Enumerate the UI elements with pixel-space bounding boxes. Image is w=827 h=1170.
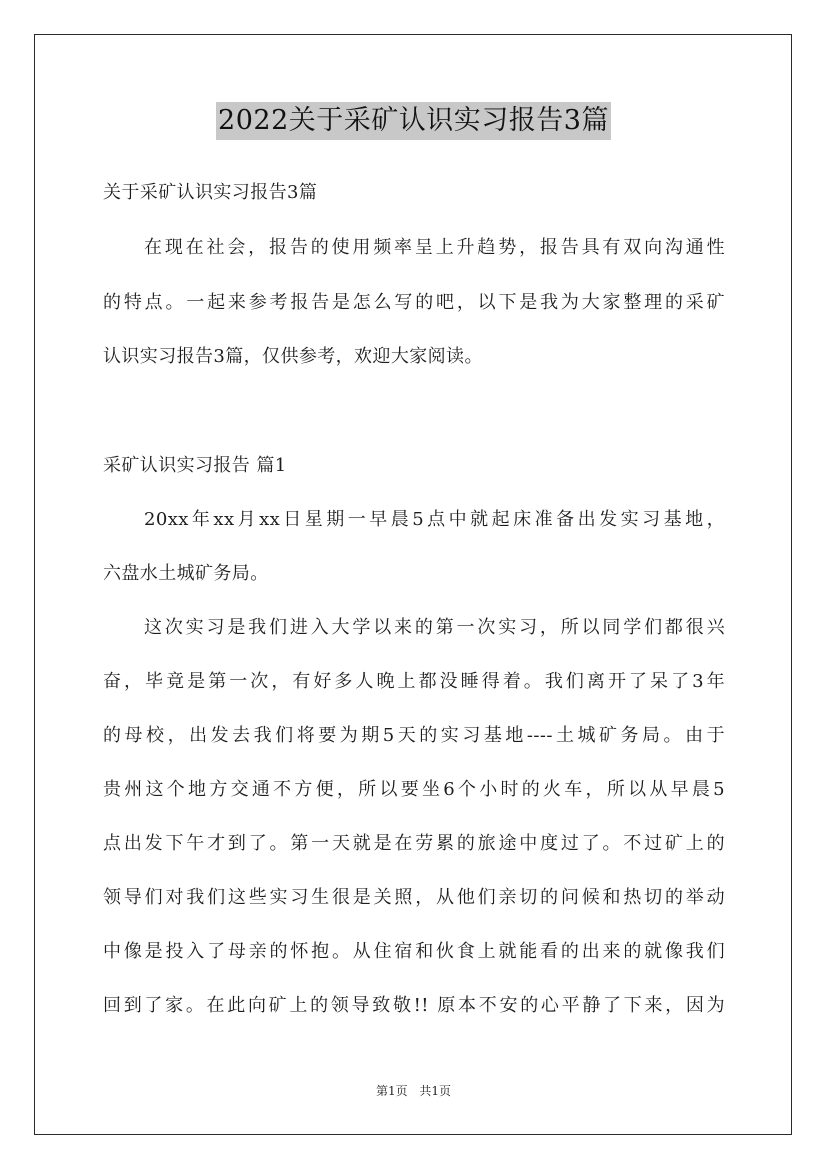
page-number: 第1页 [375, 1084, 408, 1098]
page-footer [0, 1083, 827, 1099]
title-container [0, 102, 827, 140]
paragraph-line: 这次实习是我们进入大学以来的第一次实习，所以同学们都很兴 [144, 617, 725, 638]
document-subtitle: 关于采矿认识实习报告3篇 [103, 182, 318, 203]
intro-line: 认识实习报告3篇，仅供参考，欢迎大家阅读。 [103, 346, 483, 367]
paragraph-line: 点出发下午才到了。第一天就是在劳累的旅途中度过了。不过矿上的 [103, 833, 725, 854]
paragraph-line: 贵州这个地方交通不方便，所以要坐6个小时的火车，所以从早晨5 [103, 779, 725, 800]
paragraph-line: 的母校，出发去我们将要为期5天的实习基地----土城矿务局。由于 [103, 725, 725, 746]
paragraph-line: 六盘水土城矿务局。 [103, 563, 269, 584]
document-title: 2022关于采矿认识实习报告3篇 [216, 102, 611, 140]
paragraph-line: 回到了家。在此向矿上的领导致敬!! 原本不安的心平静了下来，因为 [103, 995, 725, 1016]
intro-line: 在现在社会，报告的使用频率呈上升趋势，报告具有双向沟通性 [144, 237, 725, 258]
paragraph-line: 奋，毕竟是第一次，有好多人晚上都没睡得着。我们离开了呆了3年 [103, 671, 725, 692]
paragraph-line: 20xx年xx月xx日星期一早晨5点中就起床准备出发实习基地， [144, 509, 725, 530]
intro-line: 的特点。一起来参考报告是怎么写的吧，以下是我为大家整理的采矿 [103, 292, 725, 313]
section-heading: 采矿认识实习报告 篇1 [103, 455, 287, 476]
paragraph-line: 中像是投入了母亲的怀抱。从住宿和伙食上就能看的出来的就像我们 [103, 941, 725, 962]
page-total: 共1页 [419, 1084, 452, 1098]
paragraph-line: 领导们对我们这些实习生很是关照，从他们亲切的问候和热切的举动 [103, 887, 725, 908]
